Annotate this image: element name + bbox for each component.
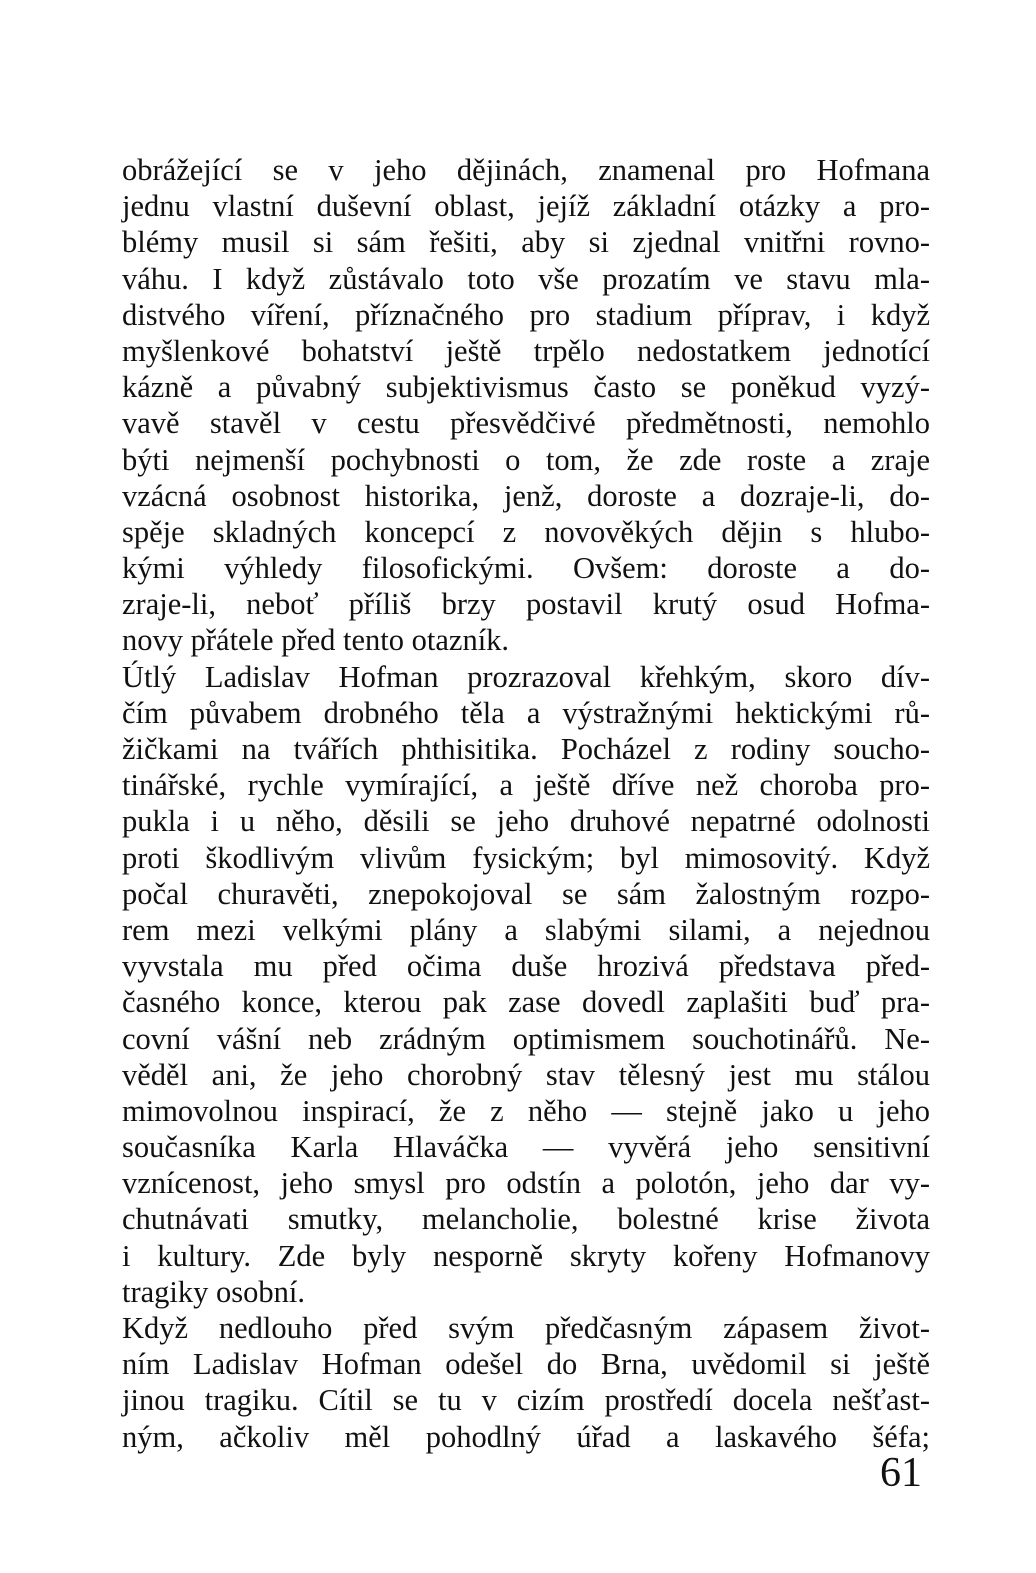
text-line: rem mezi velkými plány a slabými silami, a nejednou: [122, 912, 930, 947]
text-line: Útlý Ladislav Hofman prozrazoval křehkým, skoro dív-: [122, 659, 930, 694]
text-line: Když nedlouho před svým předčasným zápasem život-: [122, 1311, 930, 1345]
text-line: vzácná osobnost historika, jenž, doroste a dozraje-li, do-: [122, 478, 930, 513]
page-number: 61: [880, 1450, 922, 1496]
text-line: časného konce, kterou pak zase dovedl zaplašiti buď pra-: [122, 985, 930, 1020]
text-line: kázně a půvabný subjektivismus často se poněkud vyzý-: [122, 370, 930, 405]
paragraph-1: [122, 152, 930, 659]
text-line: současníka Karla Hlaváčka — vyvěrá jeho sensitivní: [122, 1130, 930, 1165]
paragraph-3: [122, 1310, 930, 1455]
text-line: tragiky osobní.: [122, 1274, 305, 1309]
text-line: váhu. I když zůstávalo toto vše prozatím ve stavu mla-: [122, 261, 930, 296]
text-line: býti nejmenší pochybnosti o tom, že zde roste a zraje: [122, 442, 930, 477]
text-line: jinou tragiku. Cítil se tu v cizím prostředí docela nešťast-: [122, 1383, 930, 1418]
text-line: i kultury. Zde byly nesporně skryty kořeny Hofmanovy: [122, 1238, 930, 1273]
text-line: vavě stavěl v cestu přesvědčivé předmětnosti, nemohlo: [122, 406, 930, 441]
text-line: pukla i u něho, děsili se jeho druhové nepatrné odolnosti: [122, 804, 930, 839]
text-line: tinářské, rychle vymírající, a ještě dříve než choroba pro-: [122, 768, 930, 803]
text-line: ním Ladislav Hofman odešel do Brna, uvědomil si ještě: [122, 1347, 930, 1382]
text-line: distvého víření, příznačného pro stadium příprav, i když: [122, 297, 930, 332]
text-line: spěje skladných koncepcí z novověkých dějin s hlubo-: [122, 514, 930, 549]
text-line: chutnávati smutky, melancholie, bolestné krise života: [122, 1202, 930, 1237]
text-line: počal churavěti, znepokojoval se sám žalostným rozpo-: [122, 876, 930, 911]
text-line: novy přátele před tento otazník.: [122, 623, 510, 658]
text-line: proti škodlivým vlivům fysickým; byl mimosovitý. Když: [122, 840, 930, 875]
text-line: blémy musil si sám řešiti, aby si zjednal vnitřni rovno-: [122, 225, 930, 260]
text-line: obrážející se v jeho dějinách, znamenal pro Hofmana: [122, 153, 930, 187]
text-line: čím půvabem drobného těla a výstražnými hektickými rů-: [122, 695, 930, 730]
text-line: věděl ani, že jeho chorobný stav tělesný jest mu stálou: [122, 1057, 930, 1092]
text-line: mimovolnou inspirací, že z něho — stejně jako u jeho: [122, 1093, 930, 1128]
text-line: jednu vlastní duševní oblast, jejíž základní otázky a pro-: [122, 189, 930, 224]
text-line: žičkami na tvářích phthisitika. Pocházel z rodiny soucho-: [122, 732, 930, 766]
text-line: myšlenkové bohatství ještě trpělo nedostatkem jednotící: [122, 333, 930, 368]
text-line: vyvstala mu před očima duše hrozivá představa před-: [122, 949, 930, 984]
text-line: zraje-li, neboť příliš brzy postavil krutý osud Hofma-: [122, 587, 930, 622]
text-line: covní vášní neb zrádným optimismem souchotinářů. Ne-: [122, 1021, 930, 1056]
paragraph-2: [122, 659, 930, 1310]
text-line: ným, ačkoliv měl pohodlný úřad a laskavého šéfa;: [122, 1419, 930, 1454]
text-line: vznícenost, jeho smysl pro odstín a polotón, jeho dar vy-: [122, 1166, 930, 1201]
book-page-text: [122, 152, 930, 1455]
text-line: kými výhledy filosofickými. Ovšem: doroste a do-: [122, 551, 930, 586]
